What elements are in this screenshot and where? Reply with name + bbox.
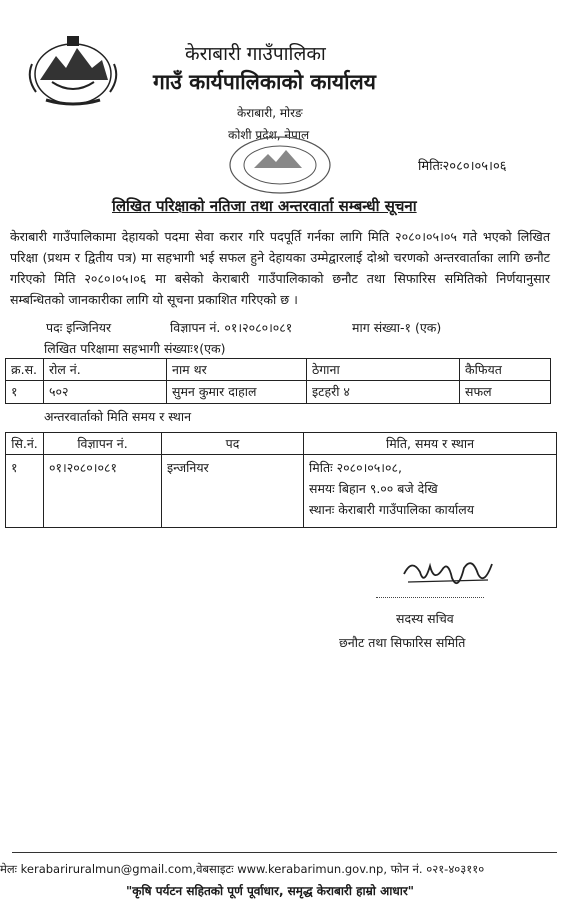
column-header: मिति, समय र स्थान	[304, 433, 557, 455]
column-header: क्र.स.	[6, 359, 44, 381]
table-header-row	[6, 359, 551, 381]
footer-contact: मेलः kerabariruralmun@gmail.com,वेबसाइटः www.kerabarimun.gov.np, फोन नं. ०२१-४०३११०	[0, 862, 485, 876]
advert-number: विज्ञापन नं. ०१।२०८०।०८१	[170, 320, 293, 335]
column-header: कैफियत	[460, 359, 551, 381]
table-header-row	[6, 433, 557, 455]
footer-divider	[12, 852, 557, 853]
demand-count: माग संख्या-१ (एक)	[352, 320, 442, 335]
notice-body: केराबारी गाउँपालिकामा देहायको पदमा सेवा करार गरि पदपूर्ति गर्नका लागि मिति २०८०।०५।०५ गते भएको लिखित परिक्षा (प्रथम र द्वितीय पत्र) मा सहभागी भई सफल हुने देहायका उम्मेद्वारलाई दोश्रो चरणको अन्तरवार्ताका लागि छनौट गरिएको मिति २०८०।०५।०६ मा बसेको केराबारी गाउँपालिकाको छनौट तथा सिफारिस समितिको निर्णयानुसार सम्बन्धितको जानकारीका लागि यो सूचना प्रकाशित गरिएको छ ।	[10, 229, 550, 307]
interview-time: समयः बिहान ९.०० बजे देखि	[309, 481, 438, 496]
address-line-2: कोशी प्रदेश, नेपाल	[228, 128, 310, 142]
column-header: नाम थर	[167, 359, 307, 381]
nepal-emblem-icon	[22, 34, 124, 110]
office-name: गाउँ कार्यपालिकाको कार्यालय	[153, 70, 376, 94]
address-line-1: केराबारी, मोरङ	[237, 106, 303, 120]
post-label: पदः इन्जिनियर	[46, 320, 112, 335]
notice-date: मितिः२०८०।०५।०६	[418, 159, 507, 174]
written-exam-caption: लिखित परिक्षामा सहभागी संख्याः१(एक)	[44, 341, 226, 356]
interview-table	[5, 432, 557, 528]
column-header: ठेगाना	[307, 359, 460, 381]
committee-name: छनौट तथा सिफारिस समिति	[339, 635, 466, 650]
org-name: केराबारी गाउँपालिका	[185, 43, 326, 65]
interview-date: मितिः २०८०।०५।०८,	[309, 460, 403, 475]
office-seal-stamp	[224, 132, 336, 198]
footer-slogan: "कृषि पर्यटन सहितको पूर्ण पूर्वाधार, समृद्ध केराबारी हाम्रो आधार"	[126, 884, 414, 898]
advert-cell: ०१।२०८०।०८१	[44, 455, 162, 528]
column-header: पद	[162, 433, 304, 455]
column-header: विज्ञापन नं.	[44, 433, 162, 455]
serial-cell: १	[6, 455, 44, 528]
interview-place: स्थानः केराबारी गाउँपालिका कार्यालय	[309, 502, 474, 517]
interview-caption: अन्तरवार्ताको मिति समय र स्थान	[44, 409, 192, 424]
roll-cell: ५०२	[44, 381, 167, 404]
signature-line	[376, 597, 484, 598]
signatory-title: सदस्य सचिव	[396, 611, 454, 626]
post-cell: इन्जनियर	[162, 455, 304, 528]
handwritten-signature	[398, 552, 498, 598]
schedule-cell	[304, 455, 557, 528]
serial-cell: १	[6, 381, 44, 404]
column-header: रोल नं.	[44, 359, 167, 381]
address-cell: इटहरी ४	[307, 381, 460, 404]
remarks-cell: सफल	[460, 381, 551, 404]
written-exam-table	[5, 358, 551, 404]
table-row	[6, 381, 551, 404]
table-row	[6, 455, 557, 528]
column-header: सि.नं.	[6, 433, 44, 455]
notice-heading: लिखित परिक्षाको नतिजा तथा अन्तरवार्ता सम्बन्धी सूचना	[112, 197, 417, 215]
name-cell: सुमन कुमार दाहाल	[167, 381, 307, 404]
